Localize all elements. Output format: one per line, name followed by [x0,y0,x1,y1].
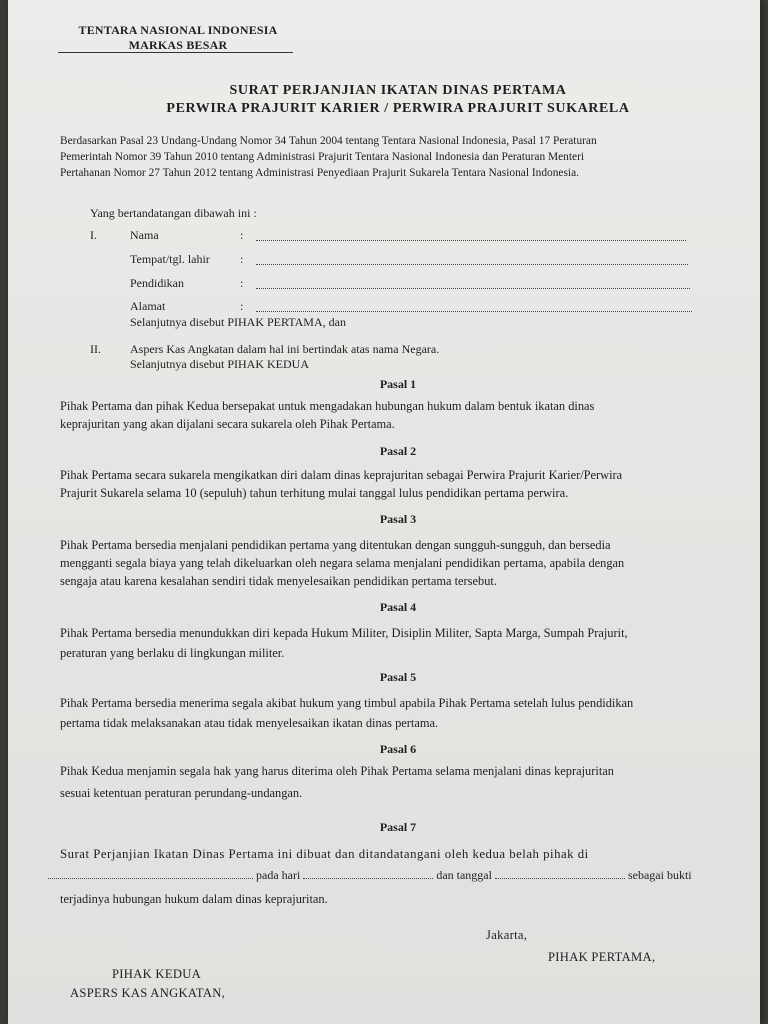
org-unit: MARKAS BESAR [128,38,228,52]
field-label-birth: Tempat/tgl. lahir [130,252,210,266]
address-field[interactable] [256,311,692,312]
article-text: Pihak Pertama bersedia menerima segala akibat hukum yang timbul apabila Pihak Pertama setelah lulus pendidikan [60,696,634,710]
article-text: Pihak Pertama dan pihak Kedua bersepakat untuk mengadakan hubungan hukum dalam bentuk ikatan dinas [60,399,595,413]
party2-signature-title: PIHAK KEDUA [112,967,202,981]
article-text: Pihak Pertama bersedia menundukkan diri kepada Hukum Militer, Disiplin Militer, Sapta Marga, Sumpah Prajurit, [60,626,628,640]
education-field[interactable] [256,288,690,289]
party1-signature-title: PIHAK PERTAMA, [548,950,656,964]
sebagai-bukti-label: sebagai bukti [627,868,692,882]
article-text: terjadinya hubungan hukum dalam dinas keprajuritan. [60,892,328,906]
field-colon: : [240,276,244,290]
article-text: Surat Perjanjian Ikatan Dinas Pertama ini dibuat dan ditandatangani oleh kedua belah pihak di [60,847,589,861]
field-label-address: Alamat [130,299,166,313]
intro-line: Pertahanan Nomor 27 Tahun 2012 tentang Administrasi Penyediaan Prajurit Sukarela Tentara Nasional Indonesia. [60,167,579,179]
field-label-name: Nama [130,228,159,242]
intro-line: Pemerintah Nomor 39 Tahun 2010 tentang Administrasi Prajurit Tentara Nasional Indonesia dan Peraturan Menteri [60,151,585,163]
article-text: pertama tidak melaksanakan atau tidak menyelesaikan ikatan dinas pertama. [60,716,439,730]
article-text: keprajuritan yang akan dijalani secara sukarela oleh Pihak Pertama. [60,417,395,431]
signatory-lead: Yang bertandatangan dibawah ini : [90,206,257,220]
intro-line: Berdasarkan Pasal 23 Undang-Undang Nomor 34 Tahun 2004 tentang Tentara Nasional Indonesia, Pasal 17 Peraturan [60,135,597,147]
party2-line: Aspers Kas Angkatan dalam hal ini bertindak atas nama Negara. [130,342,440,356]
party1-number: I. [90,228,97,242]
signing-place: Jakarta, [486,928,528,942]
field-label-education: Pendidikan [130,276,184,290]
birth-field[interactable] [256,264,688,265]
date-line [48,868,748,883]
pada-hari-label: pada hari [256,868,301,882]
document-title: SURAT PERJANJIAN IKATAN DINAS PERTAMA [229,83,567,98]
party1-note: Selanjutnya disebut PIHAK PERTAMA, dan [130,315,346,329]
party2-line: Selanjutnya disebut PIHAK KEDUA [130,357,309,371]
field-colon: : [240,228,244,242]
article-text: Pihak Pertama bersedia menjalani pendidikan pertama yang ditentukan dengan sungguh-sungguh, dan bersedia [60,538,611,552]
day-blank[interactable] [303,868,433,879]
article-text: peraturan yang berlaku di lingkungan militer. [60,646,285,660]
party2-number: II. [90,342,101,356]
article-text: Prajurit Sukarela selama 10 (sepuluh) tahun terhitung mulai tanggal lulus pendidikan pertama perwira. [60,486,569,500]
header-underline [58,52,293,53]
org-name: TENTARA NASIONAL INDONESIA [78,23,278,37]
article-text: Pihak Pertama secara sukarela mengikatkan diri dalam dinas keprajuritan sebagai Perwira Prajurit Karier/Perwira [60,468,623,482]
article-heading: Pasal 3 [379,512,417,526]
dan-tanggal-label: dan tanggal [436,868,492,882]
article-heading: Pasal 6 [379,742,417,756]
party2-signature-office: ASPERS KAS ANGKATAN, [70,986,226,1000]
document-page [8,0,760,1024]
article-heading: Pasal 4 [379,600,417,614]
date-blank[interactable] [495,868,625,879]
place-blank[interactable] [48,868,253,879]
article-text: Pihak Kedua menjamin segala hak yang harus diterima oleh Pihak Pertama selama menjalani dinas keprajuritan [60,764,614,778]
article-text: mengganti segala biaya yang telah dikeluarkan oleh negara selama menjalani pendidikan pertama, apabila dengan [60,556,625,570]
article-heading: Pasal 2 [379,444,417,458]
article-heading: Pasal 7 [379,820,417,834]
document-subtitle: PERWIRA PRAJURIT KARIER / PERWIRA PRAJURIT SUKARELA [166,101,630,116]
field-colon: : [240,299,244,313]
field-colon: : [240,252,244,266]
article-text: sengaja atau karena kesalahan sendiri tidak menyelesaikan pendidikan pertama tersebut. [60,574,497,588]
article-text: sesuai ketentuan peraturan perundang-undangan. [60,786,303,800]
article-heading: Pasal 5 [379,670,417,684]
article-heading: Pasal 1 [379,377,417,391]
name-field[interactable] [256,240,686,241]
